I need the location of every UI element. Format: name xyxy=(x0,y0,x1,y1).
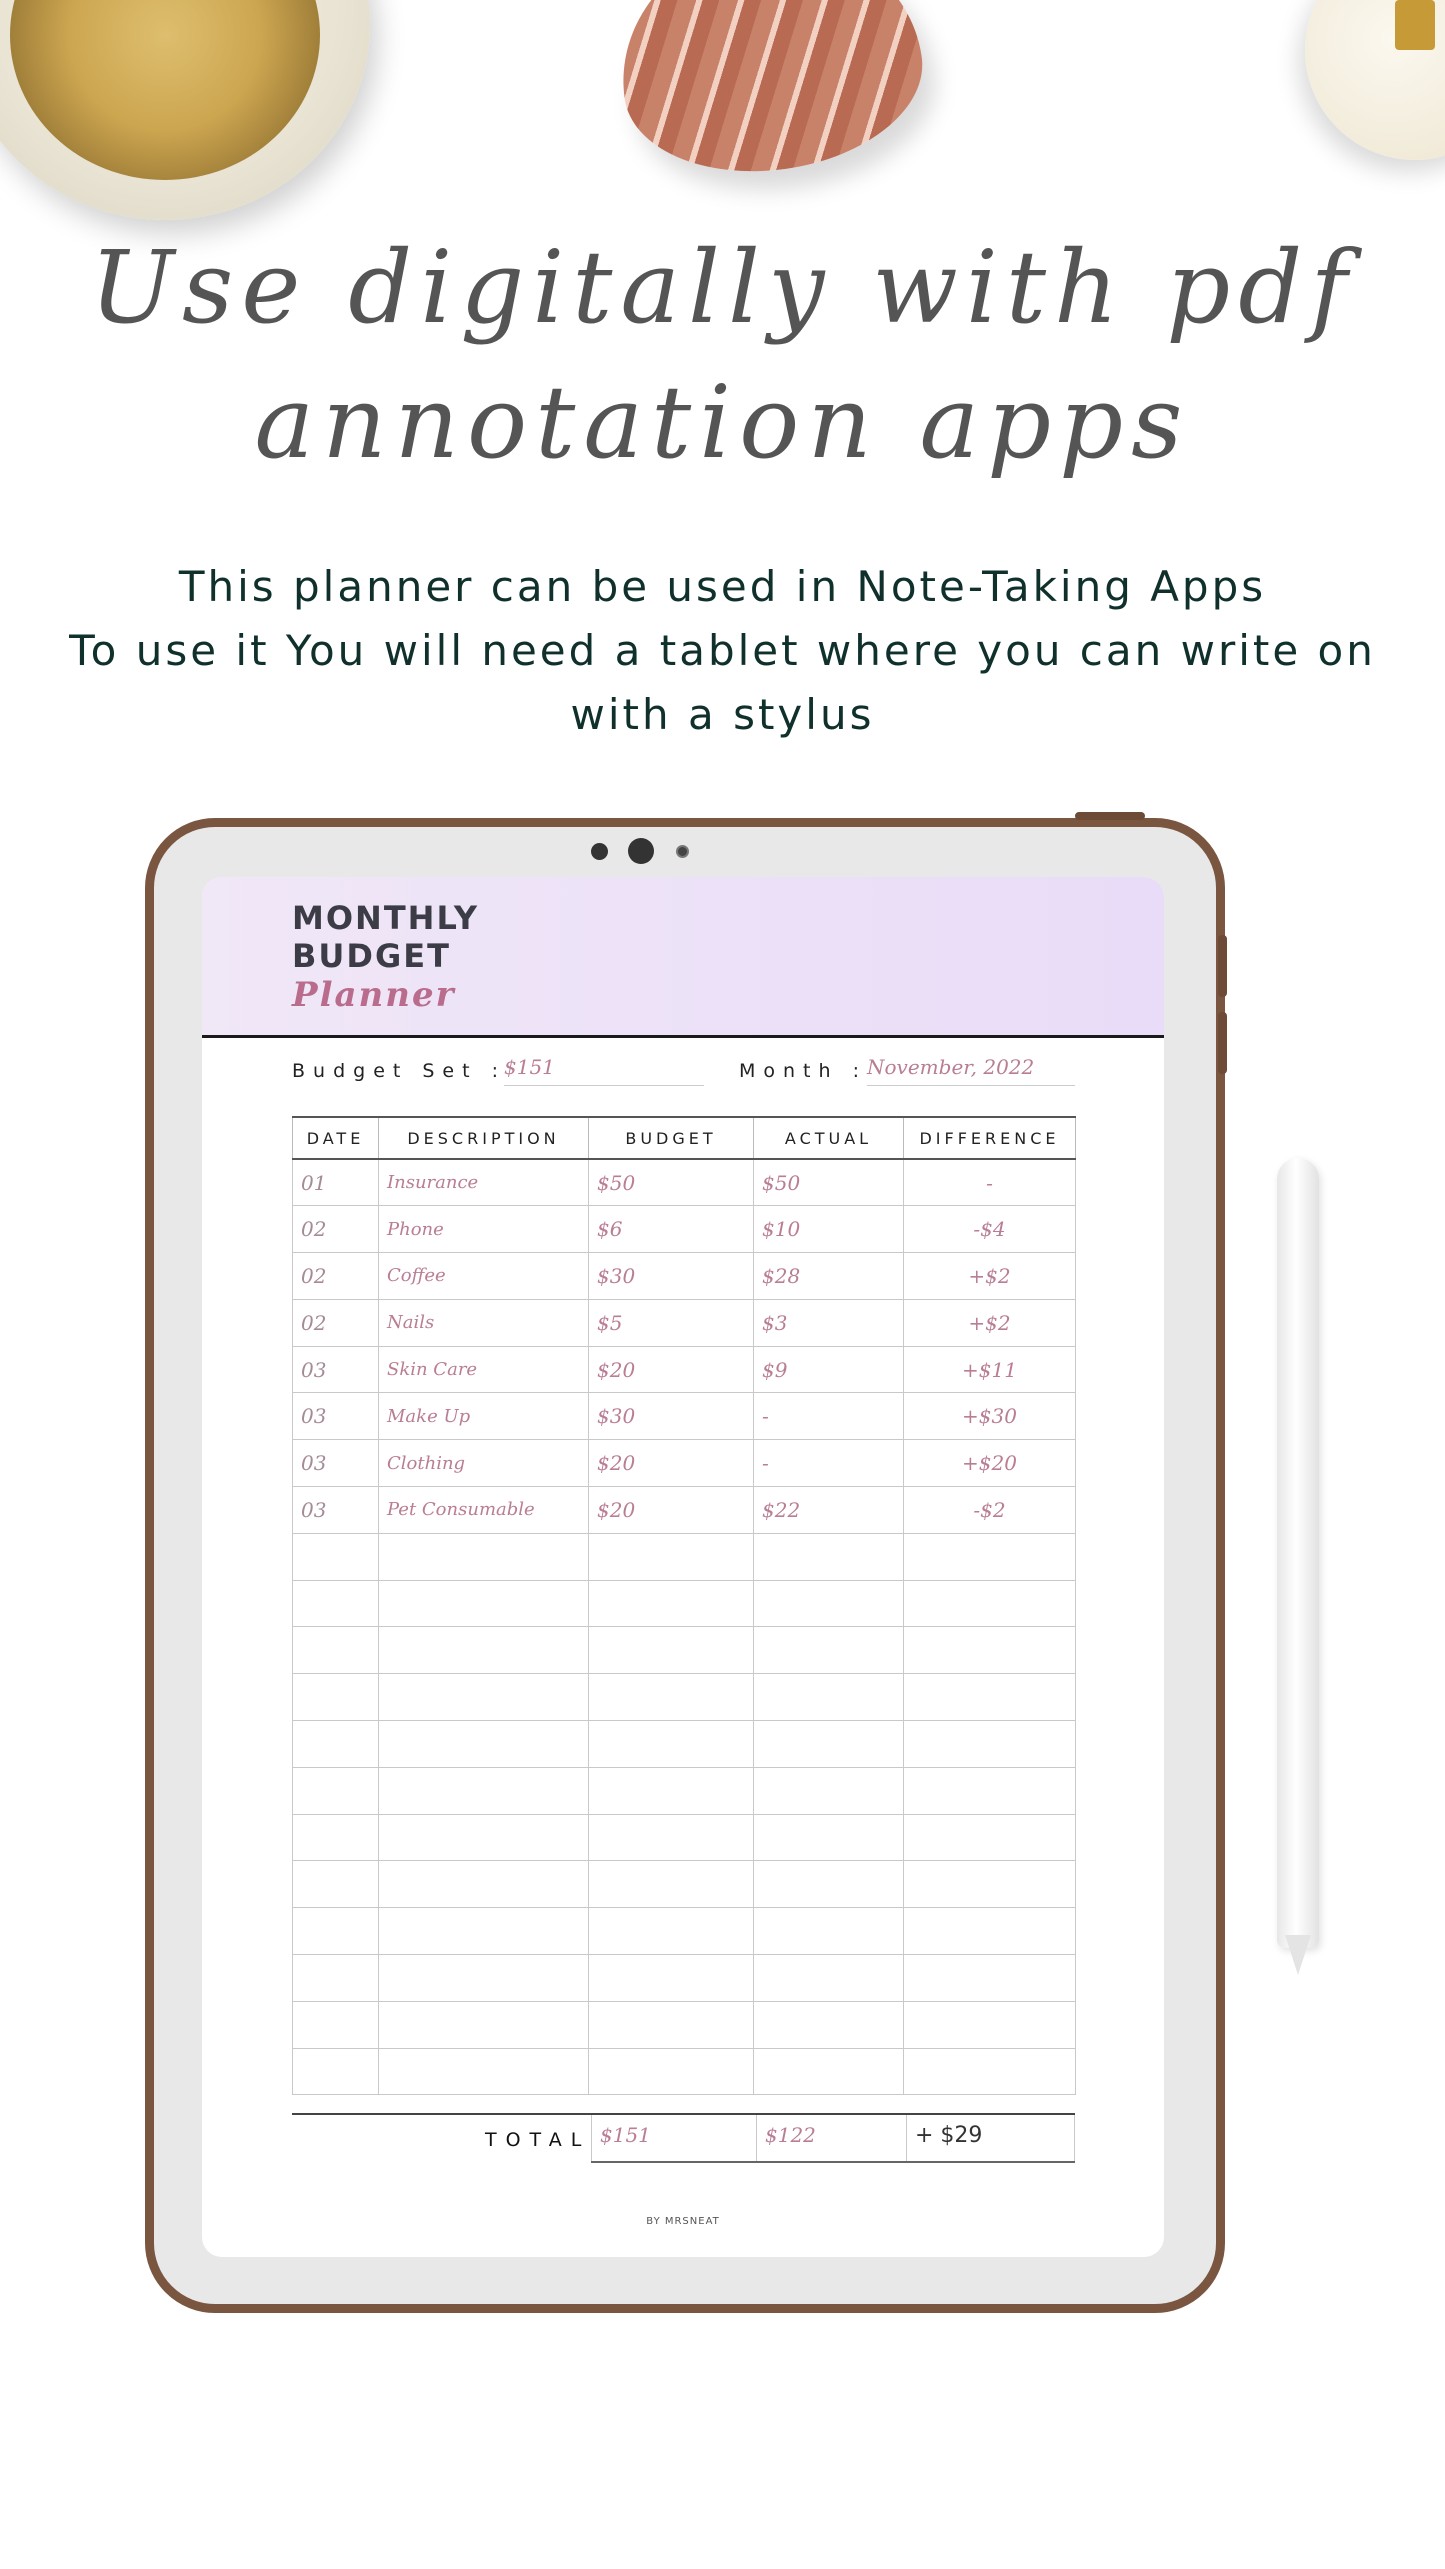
cell-budget[interactable]: $6 xyxy=(589,1206,754,1253)
cell-date[interactable] xyxy=(293,1908,379,1955)
cell-description[interactable] xyxy=(379,1627,589,1674)
headline-line-2: annotation apps xyxy=(254,364,1191,481)
cell-difference[interactable] xyxy=(904,2001,1076,2048)
title-monthly: MONTHLY xyxy=(292,899,480,937)
column-header-description: DESCRIPTION xyxy=(379,1117,589,1159)
brand-footer: BY MRSNEAT xyxy=(646,2216,720,2227)
cell-description[interactable]: Make Up xyxy=(379,1393,589,1440)
table-row xyxy=(293,1253,1076,1300)
cell-difference[interactable] xyxy=(904,1908,1076,1955)
title-planner: Planner xyxy=(292,975,456,1015)
description-line-3: with a stylus xyxy=(570,690,875,739)
cell-actual[interactable] xyxy=(754,1908,904,1955)
cell-actual[interactable]: - xyxy=(754,1393,904,1440)
cell-actual[interactable] xyxy=(754,1627,904,1674)
cell-actual[interactable] xyxy=(754,1767,904,1814)
cell-budget[interactable] xyxy=(589,2001,754,2048)
cell-budget[interactable] xyxy=(589,1814,754,1861)
cell-actual[interactable]: $28 xyxy=(754,1253,904,1300)
tablet-top-button xyxy=(1075,812,1145,820)
table-row xyxy=(293,1440,1076,1487)
cell-date[interactable]: 03 xyxy=(293,1393,379,1440)
table-header-row xyxy=(293,1117,1076,1159)
stylus-tip xyxy=(1285,1935,1311,1975)
cell-budget[interactable] xyxy=(589,1908,754,1955)
cell-difference[interactable] xyxy=(904,1814,1076,1861)
cell-actual[interactable]: $50 xyxy=(754,1159,904,1206)
front-camera-icon xyxy=(628,838,654,864)
tablet-volume-up-button xyxy=(1218,935,1227,997)
cell-actual[interactable] xyxy=(754,2001,904,2048)
cell-description[interactable] xyxy=(379,1861,589,1908)
cell-budget[interactable]: $5 xyxy=(589,1299,754,1346)
table-body xyxy=(293,1159,1076,2095)
camera-flash-icon xyxy=(676,845,689,858)
cell-date[interactable] xyxy=(293,1955,379,2002)
cell-date[interactable] xyxy=(293,1861,379,1908)
cell-budget[interactable]: $20 xyxy=(589,1440,754,1487)
cell-date[interactable]: 02 xyxy=(293,1206,379,1253)
cell-difference[interactable]: +$2 xyxy=(904,1253,1076,1300)
cell-difference[interactable] xyxy=(904,1861,1076,1908)
tablet-screen xyxy=(202,877,1164,2257)
budget-table xyxy=(292,1116,1076,2095)
title-budget: BUDGET xyxy=(292,937,451,975)
cell-difference[interactable] xyxy=(904,1580,1076,1627)
cell-actual[interactable] xyxy=(754,1580,904,1627)
cell-date[interactable] xyxy=(293,1674,379,1721)
cell-description[interactable] xyxy=(379,1674,589,1721)
table-row xyxy=(293,1674,1076,1721)
cell-date[interactable] xyxy=(293,1814,379,1861)
cell-date[interactable]: 03 xyxy=(293,1346,379,1393)
cell-date[interactable] xyxy=(293,2001,379,2048)
total-row xyxy=(591,2113,1075,2163)
budget-set-label: Budget Set : xyxy=(292,1060,507,1082)
cell-description[interactable] xyxy=(379,1908,589,1955)
cell-description[interactable] xyxy=(379,1721,589,1768)
cell-budget[interactable] xyxy=(589,2048,754,2095)
cell-budget[interactable] xyxy=(589,1955,754,2002)
cell-description[interactable] xyxy=(379,1814,589,1861)
cell-budget[interactable]: $30 xyxy=(589,1393,754,1440)
cell-difference[interactable] xyxy=(904,1955,1076,2002)
cell-actual[interactable]: $3 xyxy=(754,1299,904,1346)
cell-description[interactable] xyxy=(379,1533,589,1580)
table-row xyxy=(293,1393,1076,1440)
description-line-2: To use it You will need a tablet where you can write on xyxy=(69,626,1376,675)
cell-actual[interactable] xyxy=(754,1955,904,2002)
cell-difference[interactable]: +$11 xyxy=(904,1346,1076,1393)
total-rule xyxy=(292,2113,592,2115)
cell-description[interactable] xyxy=(379,1767,589,1814)
column-header-budget: BUDGET xyxy=(589,1117,754,1159)
month-label: Month : xyxy=(739,1060,867,1082)
cell-description[interactable]: Clothing xyxy=(379,1440,589,1487)
cell-description[interactable] xyxy=(379,1580,589,1627)
cell-date[interactable] xyxy=(293,2048,379,2095)
cell-budget[interactable] xyxy=(589,1580,754,1627)
table-row xyxy=(293,1159,1076,1206)
table-row xyxy=(293,1814,1076,1861)
cell-date[interactable]: 03 xyxy=(293,1487,379,1534)
cell-budget[interactable] xyxy=(589,1674,754,1721)
table-row xyxy=(293,1955,1076,2002)
cell-actual[interactable] xyxy=(754,1533,904,1580)
cell-date[interactable] xyxy=(293,1721,379,1768)
column-header-actual: ACTUAL xyxy=(754,1117,904,1159)
cell-budget[interactable] xyxy=(589,1627,754,1674)
cell-budget[interactable] xyxy=(589,1861,754,1908)
cell-date[interactable] xyxy=(293,1627,379,1674)
cell-difference[interactable]: - xyxy=(904,1159,1076,1206)
column-header-difference: DIFFERENCE xyxy=(904,1117,1076,1159)
cell-actual[interactable] xyxy=(754,1721,904,1768)
cell-description[interactable]: Skin Care xyxy=(379,1346,589,1393)
cell-budget[interactable] xyxy=(589,1767,754,1814)
cell-difference[interactable] xyxy=(904,1533,1076,1580)
cell-budget[interactable] xyxy=(589,1721,754,1768)
cell-description[interactable]: Insurance xyxy=(379,1159,589,1206)
cell-actual[interactable]: $9 xyxy=(754,1346,904,1393)
cell-date[interactable]: 01 xyxy=(293,1159,379,1206)
cell-actual[interactable]: $10 xyxy=(754,1206,904,1253)
table-row xyxy=(293,1627,1076,1674)
cell-difference[interactable]: +$20 xyxy=(904,1440,1076,1487)
cell-date[interactable] xyxy=(293,1533,379,1580)
table-row xyxy=(293,1767,1076,1814)
total-budget-cell[interactable]: $151 xyxy=(591,2115,756,2161)
table-row xyxy=(293,1721,1076,1768)
table-row xyxy=(293,2048,1076,2095)
cell-difference[interactable]: +$2 xyxy=(904,1299,1076,1346)
cell-actual[interactable]: - xyxy=(754,1440,904,1487)
headline xyxy=(0,220,1445,490)
cell-actual[interactable] xyxy=(754,1814,904,1861)
cell-difference[interactable]: -$2 xyxy=(904,1487,1076,1534)
cell-actual[interactable] xyxy=(754,1674,904,1721)
table-row xyxy=(293,1861,1076,1908)
total-difference-cell[interactable]: + $29 xyxy=(906,2115,1075,2161)
cell-difference[interactable]: -$4 xyxy=(904,1206,1076,1253)
cell-description[interactable]: Coffee xyxy=(379,1253,589,1300)
cell-difference[interactable] xyxy=(904,2048,1076,2095)
cell-description[interactable]: Phone xyxy=(379,1206,589,1253)
cell-date[interactable]: 02 xyxy=(293,1299,379,1346)
cell-actual[interactable]: $22 xyxy=(754,1487,904,1534)
copper-leaf-image xyxy=(605,0,934,190)
table-row xyxy=(293,1346,1076,1393)
planner-header xyxy=(202,877,1164,1038)
cell-difference[interactable] xyxy=(904,1627,1076,1674)
cell-budget[interactable]: $30 xyxy=(589,1253,754,1300)
cell-actual[interactable] xyxy=(754,1861,904,1908)
headline-line-1: Use digitally with pdf xyxy=(89,229,1356,346)
table-row xyxy=(293,1299,1076,1346)
cell-budget[interactable]: $20 xyxy=(589,1487,754,1534)
description xyxy=(0,555,1445,747)
cell-actual[interactable] xyxy=(754,2048,904,2095)
cell-description[interactable] xyxy=(379,2001,589,2048)
cell-date[interactable] xyxy=(293,1580,379,1627)
cell-date[interactable]: 02 xyxy=(293,1253,379,1300)
camera-sensor-icon xyxy=(591,843,608,860)
cell-budget[interactable]: $20 xyxy=(589,1346,754,1393)
cell-difference[interactable]: +$30 xyxy=(904,1393,1076,1440)
cell-description[interactable]: Nails xyxy=(379,1299,589,1346)
total-actual-cell[interactable]: $122 xyxy=(756,2115,906,2161)
table-row xyxy=(293,1908,1076,1955)
tablet-volume-down-button xyxy=(1218,1012,1227,1074)
column-header-date: DATE xyxy=(293,1117,379,1159)
table-row xyxy=(293,2001,1076,2048)
cell-budget[interactable] xyxy=(589,1533,754,1580)
cell-difference[interactable] xyxy=(904,1674,1076,1721)
stylus-pen xyxy=(1277,1158,1319,1948)
cell-description[interactable]: Pet Consumable xyxy=(379,1487,589,1534)
cell-difference[interactable] xyxy=(904,1767,1076,1814)
table-row xyxy=(293,1206,1076,1253)
cell-budget[interactable]: $50 xyxy=(589,1159,754,1206)
cell-date[interactable] xyxy=(293,1767,379,1814)
description-line-1: This planner can be used in Note-Taking Apps xyxy=(178,562,1267,611)
month-field[interactable]: November, 2022 xyxy=(867,1055,1075,1086)
table-row xyxy=(293,1487,1076,1534)
gold-clip-image xyxy=(1395,0,1435,50)
total-label: TOTAL xyxy=(485,2129,591,2151)
cell-date[interactable]: 03 xyxy=(293,1440,379,1487)
budget-set-field[interactable]: $151 xyxy=(504,1055,704,1086)
table-row xyxy=(293,1533,1076,1580)
table-row xyxy=(293,1580,1076,1627)
cell-description[interactable] xyxy=(379,2048,589,2095)
cell-difference[interactable] xyxy=(904,1721,1076,1768)
cell-description[interactable] xyxy=(379,1955,589,2002)
